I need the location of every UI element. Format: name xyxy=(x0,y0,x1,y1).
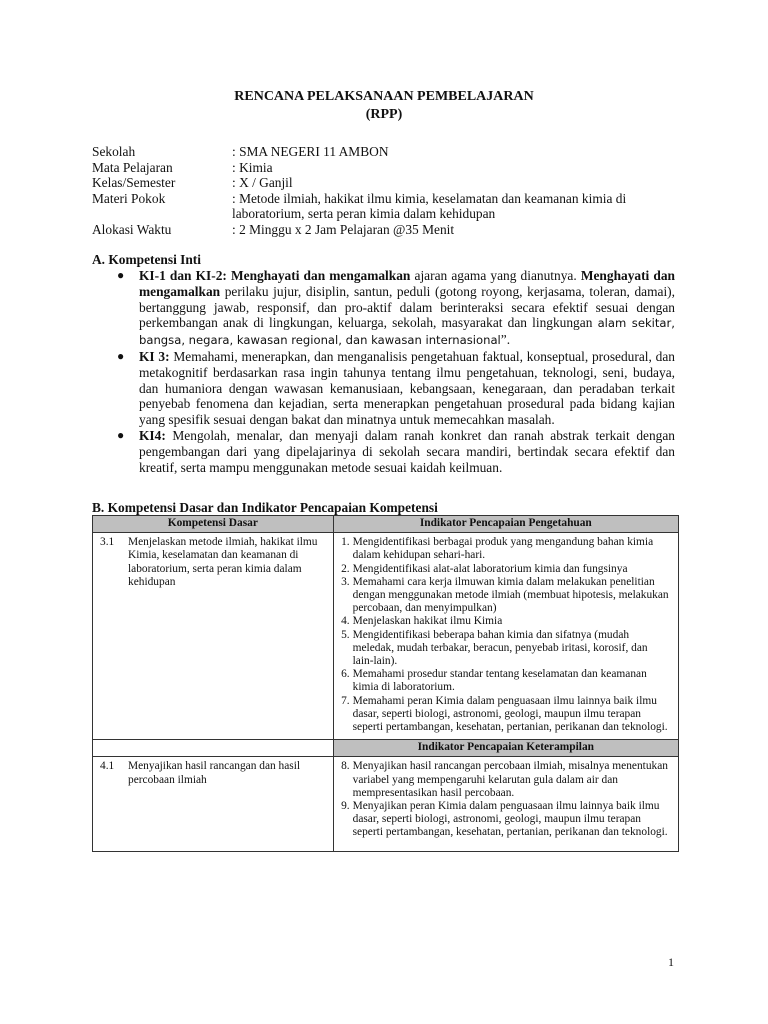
document-subtitle: (RPP) xyxy=(365,107,403,122)
info-row-sekolah xyxy=(92,144,672,160)
info-value-continuation: laboratorium, serta peran kimia dalam kehidupan xyxy=(232,206,496,222)
item-number: 7. xyxy=(341,694,350,707)
info-label: Alokasi Waktu xyxy=(92,221,172,237)
item-text: Memahami peran Kimia dalam penguasaan ilmu lainnya baik ilmu dasar, seperti biologi, astronomi, geologi, maupun ilmu terapan seperti pertambangan, kesehatan, pertanian, perikanan dan teknologi. xyxy=(352,694,668,734)
info-value: : Kimia xyxy=(232,159,273,175)
ipk-cell xyxy=(333,533,678,740)
section-a-heading: A. Kompetensi Inti xyxy=(92,252,201,267)
info-row-kelas-semester xyxy=(92,175,672,191)
ki-text: Memahami, menerapkan, dan menganalisis pengetahuan faktual, konseptual, prosedural, dan metakognitif berdasarkan rasa ingin tahunya tentang ilmu pengetahuan, teknologi, seni, budaya, dan humaniora dengan wawasan kemanusiaan, kebangsaan, kenegaraan, dan peradaban terkait penyebab fenomena dan kejadian, serta menerapkan pengetahuan prosedural pada bidang kajian yang spesifik sesuai dengan bakat dan minatnya untuk memecahkan masalah. xyxy=(139,348,675,428)
ki-bold-label: KI-1 dan KI-2: Menghayati dan mengamalkan xyxy=(139,268,411,283)
ipk-cell xyxy=(333,757,678,851)
list-item xyxy=(338,629,671,669)
list-item xyxy=(338,536,671,562)
info-row-materi-pokok xyxy=(92,191,672,222)
item-number: 5. xyxy=(341,628,350,641)
column-header-ipk-pengetahuan: Indikator Pencapaian Pengetahuan xyxy=(333,516,678,533)
item-text: Menjelaskan hakikat ilmu Kimia xyxy=(352,615,503,628)
list-item xyxy=(338,760,671,800)
kd-number: 4.1 xyxy=(100,760,115,773)
info-label: Sekolah xyxy=(92,144,136,159)
table-row-kd-3-1 xyxy=(93,533,679,740)
document-title: RENCANA PELAKSANAAN PEMBELAJARAN xyxy=(234,89,534,104)
info-value: : X / Ganjil xyxy=(232,175,293,191)
ki-text: Mengolah, menalar, dan menyaji dalam ranah konkret dan ranah abstrak terkait dengan pengembangan dari yang dipelajarinya di sekolah secara mandiri, bertindak secara efektif dan kreatif, serta mampu menggunakan metode sesuai kaidah keilmuan. xyxy=(139,427,675,475)
ipk-pengetahuan-list xyxy=(335,534,677,738)
info-value xyxy=(232,191,672,222)
list-item xyxy=(338,615,671,628)
kd-cell xyxy=(93,757,334,851)
ki-text: perilaku jujur, disiplin, santun, peduli (gotong royong, kerjasama, toleran, damai), bertanggung jawab, responsif, dan pro-aktif dalam berinteraksi secara efektif sesuai dengan perkembangan anak di lingkungan, keluarga, sekolah, masyarakat dan lingkungan xyxy=(139,283,675,331)
ki-text-alt-font: alam sekitar, bangsa, negara, kawasan regional, dan kawasan internasional xyxy=(139,316,675,348)
bullet-icon: ● xyxy=(117,427,125,442)
ki-bold-label: KI 3: xyxy=(139,348,170,364)
bullet-icon: ● xyxy=(117,268,125,282)
item-number: 8. xyxy=(341,760,350,773)
column-header-ipk-keterampilan: Indikator Pencapaian Keterampilan xyxy=(333,740,678,757)
list-item xyxy=(338,800,671,846)
list-item xyxy=(338,563,671,576)
item-text: Menyajikan hasil rancangan percobaan ilmiah, misalnya menentukan variabel yang mempengaruhi kelarutan gula dalam air dan mempresentasikan hasil percobaan. xyxy=(352,760,668,799)
list-item xyxy=(338,576,671,616)
info-value: : SMA NEGERI 11 AMBON xyxy=(232,144,389,159)
info-label: Kelas/Semester xyxy=(92,175,176,191)
kd-cell xyxy=(93,533,334,740)
section-b-heading: B. Kompetensi Dasar dan Indikator Pencapaian Kompetensi xyxy=(92,500,438,515)
item-number: 1. xyxy=(341,536,350,549)
column-header-kd: Kompetensi Dasar xyxy=(93,516,334,533)
item-text: Mengidentifikasi beberapa bahan kimia dan sifatnya (mudah meledak, mudah terbakar, beracun, penyebab iritasi, korosif, dan lain-lain). xyxy=(352,628,648,668)
list-item xyxy=(338,668,671,694)
item-text: Memahami cara kerja ilmuwan kimia dalam melakukan penelitian dengan menggunakan metode ilmiah (membuat hipotesis, melakukan percobaan, dan menyimpulkan) xyxy=(352,575,669,615)
kd-text: Menyajikan hasil rancangan dan hasil percobaan ilmiah xyxy=(128,760,301,786)
info-value-line: : Metode ilmiah, hakikat ilmu kimia, keselamatan dan keamanan kimia di xyxy=(232,190,627,206)
kd-number: 3.1 xyxy=(100,536,115,549)
ki-text: ajaran agama yang dianutnya. xyxy=(410,268,581,283)
item-number: 6. xyxy=(341,668,350,681)
item-text: Mengidentifikasi berbagai produk yang mengandung bahan kimia dalam kehidupan sehari-hari. xyxy=(352,536,654,562)
item-text: Mengidentifikasi alat-alat laboratorium kimia dan fungsinya xyxy=(352,562,628,575)
list-item xyxy=(338,695,671,735)
ki-item-1-2 xyxy=(117,268,675,349)
ki-item-4 xyxy=(117,428,675,475)
info-label: Materi Pokok xyxy=(92,190,166,206)
table-subheader-row xyxy=(93,740,679,757)
table-header-row xyxy=(93,516,679,533)
info-value: : 2 Minggu x 2 Jam Pelajaran @35 Menit xyxy=(232,221,455,237)
item-number: 9. xyxy=(341,800,350,813)
ki-bold-label: Menghayati dan mengamalkan xyxy=(139,268,675,299)
info-block xyxy=(92,144,672,238)
bullet-icon: ● xyxy=(117,348,125,363)
item-text: Memahami prosedur standar tentang keselamatan dan keamanan kimia di laboratorium. xyxy=(352,668,647,694)
kd-ipk-table xyxy=(92,515,679,852)
item-number: 3. xyxy=(341,575,350,588)
ipk-keterampilan-list xyxy=(335,758,677,849)
kd-text: Menjelaskan metode ilmiah, hakikat ilmu Kimia, keselamatan dan keamanan di laboratorium, serta peran kimia dalam kehidupan xyxy=(128,536,318,588)
page-number: 1 xyxy=(668,955,674,969)
ki-text-end: ”. xyxy=(500,332,511,348)
item-text: Menyajikan peran Kimia dalam penguasaan ilmu lainnya baik ilmu dasar, seperti biologi, astronomi, geologi, maupun ilmu terapan seperti pertambangan, kesehatan, pertanian, perikanan dan teknologi. xyxy=(352,800,668,839)
info-row-alokasi-waktu xyxy=(92,222,672,238)
info-row-mata-pelajaran xyxy=(92,160,672,176)
item-number: 2. xyxy=(341,562,350,575)
ki-item-3 xyxy=(117,349,675,428)
kompetensi-inti-list xyxy=(117,268,675,475)
ki-bold-label: KI4: xyxy=(139,427,166,443)
item-number: 4. xyxy=(341,615,350,628)
table-row-kd-4-1 xyxy=(93,757,679,851)
info-label: Mata Pelajaran xyxy=(92,159,173,175)
empty-cell xyxy=(93,740,334,757)
